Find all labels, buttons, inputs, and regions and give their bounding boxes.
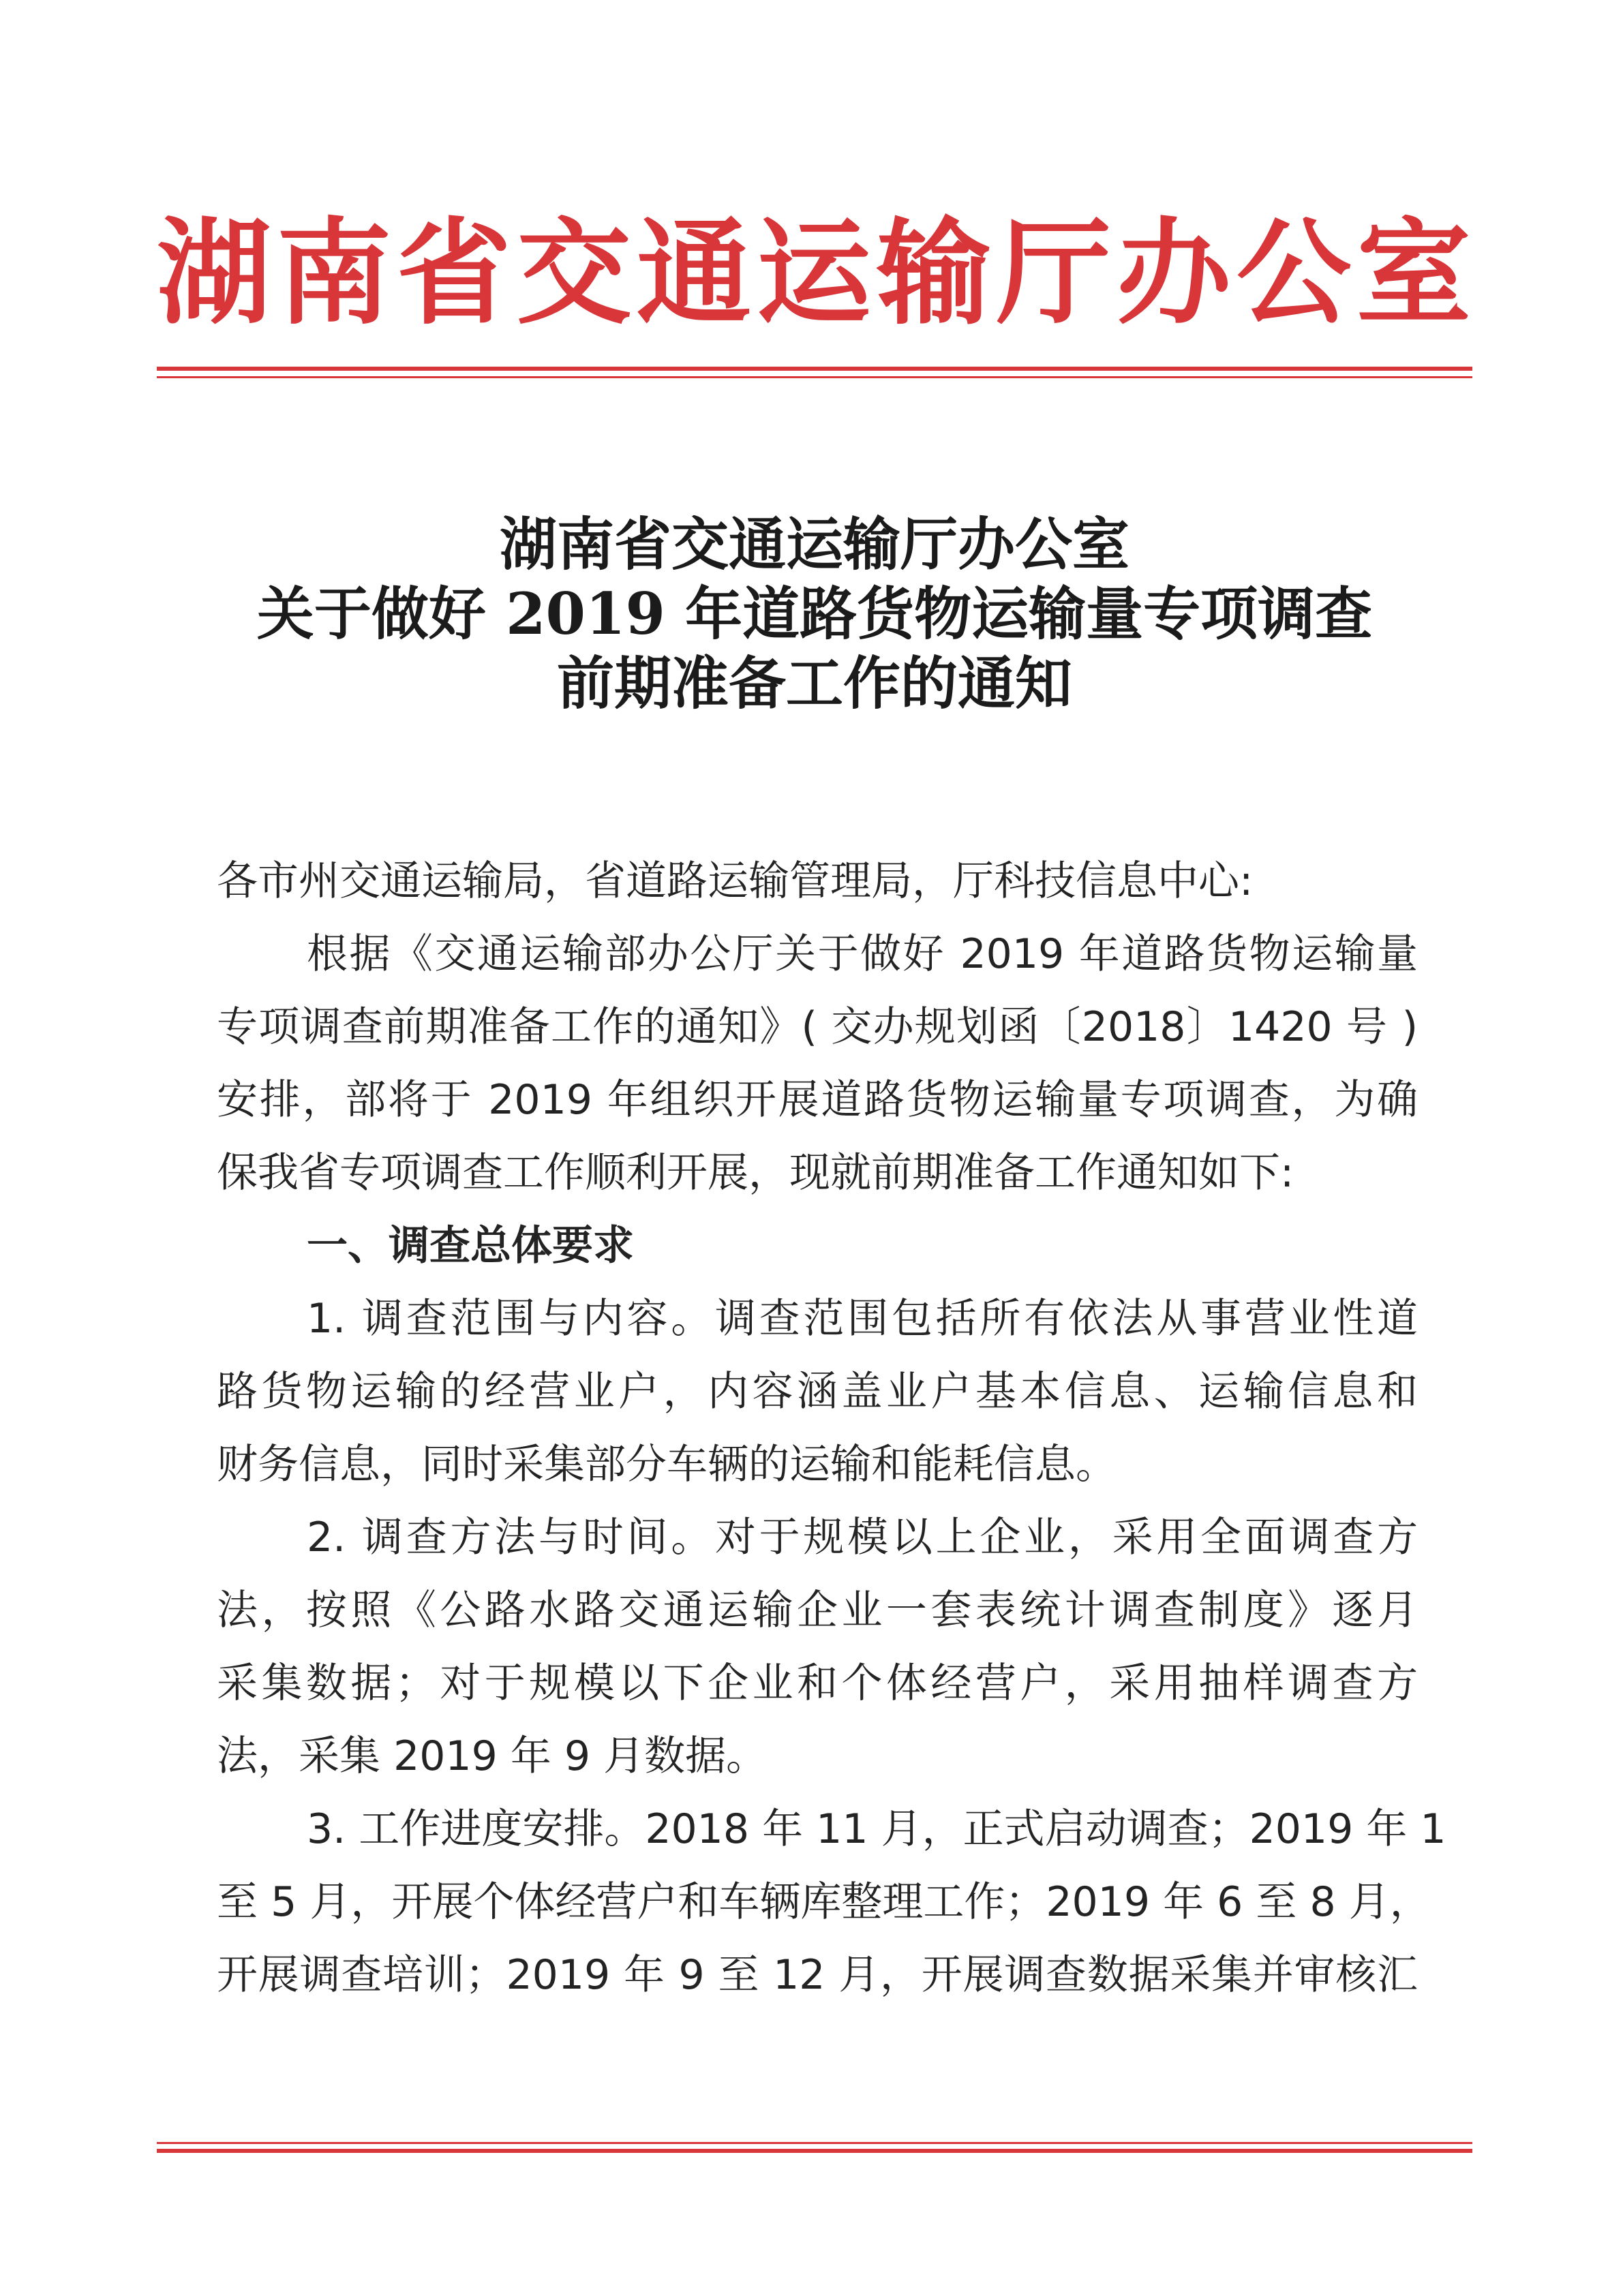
- title-line-3: 前期准备工作的通知: [556, 649, 1072, 717]
- recipients-line: [217, 845, 1418, 918]
- footer-red-rule-thin: [157, 2142, 1472, 2144]
- letterhead-red-rule-thin: [157, 376, 1472, 378]
- item-1-line: 1. 调查范围与内容。调查范围包括所有依法从事营业性道: [307, 1295, 1418, 1343]
- item-1-line: 路货物运输的经营业户，内容涵盖业户基本信息、运输信息和: [217, 1368, 1418, 1415]
- item-3-line: 至 5 月，开展个体经营户和车辆库整理工作；2019 年 6 至 8 月，: [217, 1878, 1431, 1926]
- footer-red-rule-thick: [157, 2149, 1472, 2153]
- item-3-paragraph: [217, 1793, 1446, 2012]
- section-heading-1: [217, 1210, 1418, 1283]
- title-line-1: 湖南省交通运输厅办公室: [499, 510, 1129, 578]
- item-2-line: 采集数据；对于规模以下企业和个体经营户，采用抽样调查方: [217, 1659, 1418, 1707]
- title-line-2: 关于做好 2019 年道路货物运输量专项调查: [256, 580, 1373, 647]
- document-title: [157, 510, 1472, 718]
- intro-paragraph: [217, 918, 1418, 1210]
- item-2-line: 法，采集 2019 年 9 月数据。: [217, 1732, 768, 1780]
- section-heading-text: 一、调查总体要求: [307, 1222, 634, 1270]
- intro-line: 安排，部将于 2019 年组织开展道路货物运输量专项调查，为确: [217, 1076, 1418, 1124]
- item-1-paragraph: [217, 1283, 1418, 1501]
- intro-line: 保我省专项调查工作顺利开展，现就前期准备工作通知如下:: [217, 1149, 1294, 1197]
- intro-line: 根据《交通运输部办公厅关于做好 2019 年道路货物运输量: [307, 930, 1418, 978]
- letterhead-red-rule-thick: [157, 367, 1472, 371]
- letterhead-org-name: 湖南省交通运输厅办公室: [157, 205, 1476, 340]
- item-1-line: 财务信息，同时采集部分车辆的运输和能耗信息。: [217, 1441, 1117, 1488]
- item-3-line: 3. 工作进度安排。2018 年 11 月，正式启动调查；2019 年 1: [307, 1805, 1446, 1853]
- item-2-line: 法，按照《公路水路交通运输企业一套表统计调查制度》逐月: [217, 1587, 1418, 1634]
- item-3-line: 开展调查培训；2019 年 9 至 12 月，开展调查数据采集并审核汇: [217, 1951, 1418, 1999]
- document-body: [217, 845, 1446, 2012]
- item-2-paragraph: [217, 1501, 1418, 1793]
- recipients-text: 各市州交通运输局，省道路运输管理局，厅科技信息中心:: [217, 857, 1254, 905]
- item-2-line: 2. 调查方法与时间。对于规模以上企业，采用全面调查方: [307, 1514, 1418, 1561]
- intro-line: 专项调查前期准备工作的通知》( 交办规划函〔2018〕1420 号 ): [217, 1003, 1418, 1051]
